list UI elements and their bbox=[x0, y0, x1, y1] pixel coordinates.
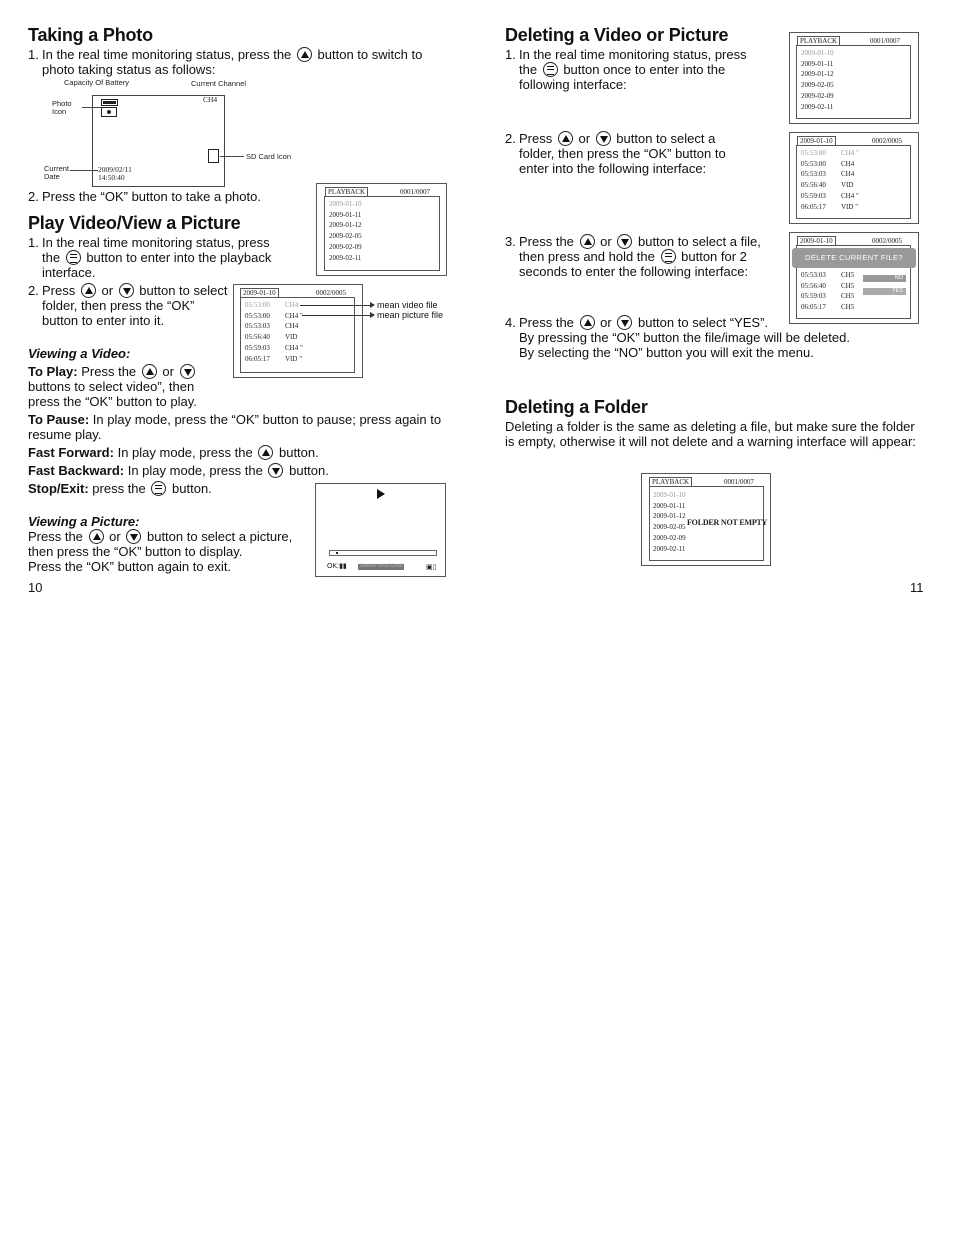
delete-prompt-banner: DELETE CURRENT FILE? bbox=[792, 248, 916, 268]
folder-list bbox=[329, 199, 362, 263]
folder-row: 2009-01-10 bbox=[801, 49, 834, 57]
down-button-icon bbox=[268, 463, 283, 478]
taking-photo-heading: Taking a Photo bbox=[28, 25, 153, 45]
folder-screen-left bbox=[233, 284, 363, 378]
fast-forward-text: Fast Forward: In play mode, press the button. bbox=[28, 445, 319, 460]
file-row: 05:53:00 CH4 " bbox=[801, 149, 859, 157]
down-button-icon bbox=[617, 234, 632, 249]
folder-row: 2009-02-11 bbox=[801, 102, 834, 111]
file-list bbox=[801, 148, 859, 212]
playback-counter: 0001/0007 bbox=[870, 37, 900, 45]
folder-row: 2009-01-10 bbox=[329, 200, 362, 208]
photo-mode-diagram bbox=[40, 76, 310, 188]
down-button-icon bbox=[617, 315, 632, 330]
timecode: 2009-01-10 05:53:00 bbox=[360, 564, 403, 569]
menu-button-icon bbox=[661, 249, 676, 264]
file-row: 05:59:03 CH4 " bbox=[245, 343, 303, 352]
up-button-icon bbox=[580, 234, 595, 249]
delete-step-2: 2. Press or button to select a folder, then press the “OK” button to enter into the following interface: bbox=[505, 131, 726, 176]
camera-icon bbox=[101, 107, 117, 117]
play-step-1: 1. In the real time monitoring status, press the button to enter into the playback interface. bbox=[28, 235, 272, 280]
to-pause-text: To Pause: In play mode, press the “OK” button to pause; press again to resume play. bbox=[28, 412, 442, 442]
folder-not-empty-warning: FOLDER NOT EMPTY bbox=[687, 518, 768, 527]
up-button-icon bbox=[89, 529, 104, 544]
delete-step-4: 4. Press the or button to select “YES”. By pressing the “OK” button the file/image will be deleted. By selecting the “NO” button you will exit the menu. bbox=[505, 315, 850, 360]
file-row: 05:53:03 CH4 bbox=[245, 322, 299, 331]
arrow-right-icon bbox=[370, 312, 375, 318]
up-button-icon bbox=[580, 315, 595, 330]
folder-row: 2009-01-12 bbox=[329, 221, 362, 230]
to-play-text: To Play: Press the or buttons to select video”, then press the “OK” button to play. bbox=[28, 364, 197, 409]
file-row: 05:53:00 CH4 " bbox=[245, 311, 303, 320]
sd-card-label: SD Card Icon bbox=[246, 152, 292, 161]
playback-counter: 0001/0007 bbox=[400, 188, 430, 196]
picture-pointer-line bbox=[302, 315, 372, 316]
arrow-right-icon bbox=[370, 302, 375, 308]
folder-row: 2009-01-12 bbox=[801, 70, 834, 79]
folder-tag: 2009-01-10 bbox=[797, 236, 836, 246]
battery-icon bbox=[101, 99, 118, 106]
deleting-folder-heading: Deleting a Folder bbox=[505, 397, 648, 417]
playback-tag: PLAYBACK bbox=[797, 36, 840, 46]
folder-row: 2009-02-11 bbox=[329, 253, 362, 262]
file-row: 05:59:03 CH4 " bbox=[801, 191, 859, 200]
folder-row: 2009-01-10 bbox=[653, 491, 686, 499]
down-button-icon bbox=[180, 364, 195, 379]
playback-tag: PLAYBACK bbox=[649, 477, 692, 487]
delete-folder-screen bbox=[789, 132, 919, 224]
folder-tag: 2009-01-10 bbox=[797, 136, 836, 146]
folder-counter: 0002/0005 bbox=[872, 237, 902, 245]
viewing-video-subheading: Viewing a Video: bbox=[28, 346, 131, 361]
sd-card-icon bbox=[208, 149, 219, 163]
delete-step-1: 1. In the real time monitoring status, press the button once to enter into the following interface: bbox=[505, 47, 747, 92]
progress-indicator bbox=[336, 552, 338, 554]
folder-row: 2009-02-09 bbox=[801, 91, 834, 100]
play-video-heading: Play Video/View a Picture bbox=[28, 213, 241, 233]
delete-confirm-screen bbox=[789, 232, 919, 324]
file-row: 05:56:40 VID bbox=[245, 333, 298, 342]
file-row: 05:53:00 CH4 bbox=[801, 159, 855, 168]
down-button-icon bbox=[596, 131, 611, 146]
down-button-icon bbox=[119, 283, 134, 298]
battery-capacity-label: Capacity Of Battery bbox=[64, 78, 130, 87]
folder-row: 2009-01-11 bbox=[653, 501, 686, 510]
date-value: 2009/02/11 bbox=[98, 165, 132, 174]
picture-file-legend: mean picture file bbox=[377, 310, 444, 320]
stop-exit-text: Stop/Exit: press the button. bbox=[28, 481, 212, 496]
deleting-heading: Deleting a Video or Picture bbox=[505, 25, 729, 45]
folder-row: 2009-02-05 bbox=[329, 232, 362, 241]
file-row: 06:05:17 VID " bbox=[245, 354, 303, 363]
file-row: 06:05:17 CH5 bbox=[801, 303, 855, 312]
up-button-icon bbox=[142, 364, 157, 379]
taking-photo-step-2: 2. Press the “OK” button to take a photo. bbox=[28, 189, 261, 204]
folder-row: 2009-02-11 bbox=[653, 544, 686, 553]
up-button-icon bbox=[81, 283, 96, 298]
time-value: 14:50:40 bbox=[98, 173, 125, 182]
up-button-icon bbox=[258, 445, 273, 460]
playback-tag: PLAYBACK bbox=[325, 187, 368, 197]
delete-playback-screen bbox=[789, 32, 919, 124]
page-number-right: 11 bbox=[910, 580, 924, 595]
folder-counter: 0002/0005 bbox=[872, 137, 902, 145]
folder-row: 2009-02-05 bbox=[801, 81, 834, 90]
ok-pause-label: OK:▮▮ bbox=[327, 563, 347, 570]
down-button-icon bbox=[126, 529, 141, 544]
video-file-legend: mean video file bbox=[377, 300, 438, 310]
up-button-icon bbox=[297, 47, 312, 62]
menu-button-icon bbox=[151, 481, 166, 496]
viewing-picture-text: Press the or button to select a picture, then press the “OK” button to display. Press the “OK” button again to exit. bbox=[28, 529, 293, 574]
file-row: 05:53:03 CH4 bbox=[801, 170, 855, 179]
file-row: 05:56:40 VID bbox=[801, 181, 854, 190]
file-list bbox=[245, 300, 303, 364]
deleting-folder-body: Deleting a folder is the same as deleting a file, but make sure the folder is empty, otherwise it will not delete and a warning interface will appear: bbox=[505, 419, 916, 449]
no-option[interactable]: NO bbox=[863, 275, 906, 282]
delete-step-3: 3. Press the or button to select a file, then press and hold the button for 2 seconds to enter the following interface: bbox=[505, 234, 761, 279]
sd-card-icon: ▣▯ bbox=[426, 563, 437, 571]
folder-counter: 0002/0005 bbox=[316, 289, 346, 297]
yes-option[interactable]: YES bbox=[863, 288, 906, 295]
folder-not-empty-screen bbox=[641, 473, 771, 566]
file-row: 05:59:03 CH5 bbox=[801, 292, 855, 301]
file-row: 06:05:17 VID " bbox=[801, 202, 859, 211]
file-row: 05:56:40 CH5 bbox=[801, 281, 855, 290]
play-step-2: 2. Press or button to select folder, then press the “OK” button to enter into it. bbox=[28, 283, 228, 328]
taking-photo-step-1: 1. In the real time monitoring status, press the button to switch to photo taking status as follows: bbox=[28, 47, 423, 77]
video-player-screen bbox=[315, 483, 446, 577]
folder-list bbox=[653, 490, 686, 554]
current-channel-label: Current Channel bbox=[191, 79, 247, 88]
playback-counter: 0001/0007 bbox=[724, 478, 754, 486]
menu-button-icon bbox=[66, 250, 81, 265]
file-row: 05:53:00 CH4 bbox=[245, 301, 299, 309]
folder-tag: 2009-01-10 bbox=[240, 288, 279, 298]
video-pointer-line bbox=[300, 305, 372, 306]
folder-row: 2009-02-05 bbox=[653, 523, 686, 532]
page-number-left: 10 bbox=[28, 580, 43, 595]
channel-value: CH4 bbox=[203, 95, 218, 104]
menu-button-icon bbox=[543, 62, 558, 77]
folder-row: 2009-02-09 bbox=[329, 242, 362, 251]
file-row: 05:53:03 CH5 bbox=[801, 271, 855, 279]
folder-row: 2009-01-11 bbox=[329, 210, 362, 219]
up-button-icon bbox=[558, 131, 573, 146]
play-icon bbox=[377, 489, 385, 499]
viewing-picture-subheading: Viewing a Picture: bbox=[28, 514, 140, 529]
current-date-label: Current Date bbox=[44, 164, 70, 181]
progress-bar bbox=[329, 550, 437, 556]
folder-row: 2009-01-11 bbox=[801, 59, 834, 68]
folder-list bbox=[801, 48, 834, 112]
fast-backward-text: Fast Backward: In play mode, press the button. bbox=[28, 463, 329, 478]
photo-icon-label: Photo Icon bbox=[52, 99, 72, 116]
folder-row: 2009-01-12 bbox=[653, 512, 686, 521]
file-list bbox=[801, 270, 854, 313]
pause-icon: ▮▮ bbox=[339, 563, 347, 570]
playback-screen-left bbox=[316, 183, 447, 276]
folder-row: 2009-02-09 bbox=[653, 533, 686, 542]
